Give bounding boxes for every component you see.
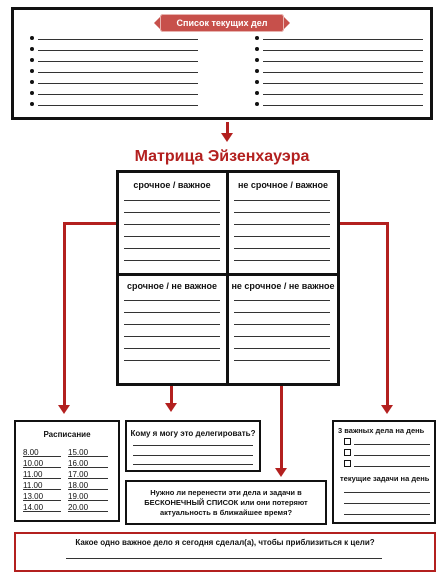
schedule-time-right: 20.00 <box>68 503 89 512</box>
delegate-line-3 <box>133 464 253 465</box>
list-line <box>38 39 198 40</box>
goal-line <box>66 558 382 559</box>
matrix-line <box>234 300 330 301</box>
schedule-time-right: 18.00 <box>68 481 89 490</box>
current-tasks-title: Список текущих дел <box>176 18 268 28</box>
quadrant-label-urgent-important: срочное / важное <box>133 180 211 190</box>
matrix-line <box>124 212 220 213</box>
list-line <box>263 50 423 51</box>
list-line <box>38 105 198 106</box>
matrix-line <box>124 248 220 249</box>
list-bullet <box>30 58 34 62</box>
connector-right-horizontal <box>337 222 389 225</box>
matrix-line <box>124 312 220 313</box>
list-bullet <box>30 36 34 40</box>
schedule-line-right <box>68 456 108 457</box>
schedule-time-right: 16.00 <box>68 459 89 468</box>
matrix-title: Матрица Эйзенхауэра <box>134 148 310 165</box>
matrix-line <box>234 360 330 361</box>
checkbox-1[interactable] <box>344 438 351 445</box>
matrix-line <box>234 212 330 213</box>
list-bullet <box>255 47 259 51</box>
schedule-time-right: 17.00 <box>68 470 89 479</box>
schedule-time-left: 13.00 <box>23 492 44 501</box>
quadrant-label-not-urgent-not-important: не срочное / не важное <box>231 281 335 291</box>
schedule-line-right <box>68 511 108 512</box>
schedule-time-right: 15.00 <box>68 448 89 457</box>
schedule-line-left <box>23 467 61 468</box>
connector-move <box>280 385 283 470</box>
list-line <box>38 61 198 62</box>
current-line-3 <box>344 514 430 515</box>
matrix-line <box>234 200 330 201</box>
important-line-1 <box>354 444 430 445</box>
schedule-line-right <box>68 467 108 468</box>
list-line <box>263 94 423 95</box>
matrix-line <box>234 236 330 237</box>
delegate-line-2 <box>133 455 253 456</box>
arrow-head-left <box>58 405 70 414</box>
delegate-line-1 <box>133 445 253 446</box>
matrix-vertical-divider <box>226 170 229 386</box>
arrow-head-move <box>275 468 287 477</box>
matrix-line <box>124 348 220 349</box>
matrix-line <box>234 312 330 313</box>
list-bullet <box>30 102 34 106</box>
list-bullet <box>30 80 34 84</box>
schedule-time-left: 11.00 <box>23 481 43 490</box>
schedule-time-left: 11.00 <box>23 470 43 479</box>
schedule-line-left <box>23 489 61 490</box>
list-bullet <box>255 80 259 84</box>
schedule-line-right <box>68 489 108 490</box>
list-line <box>263 39 423 40</box>
list-bullet <box>30 91 34 95</box>
important-line-2 <box>354 455 430 456</box>
list-bullet <box>255 69 259 73</box>
list-line <box>38 94 198 95</box>
connector-left-horizontal <box>63 222 118 225</box>
arrow-head-top <box>221 133 233 142</box>
schedule-time-right: 19.00 <box>68 492 89 501</box>
matrix-line <box>234 248 330 249</box>
matrix-line <box>124 300 220 301</box>
goal-question: Какое одно важное дело я сегодня сделал(а), чтобы приблизиться к цели? <box>75 538 375 547</box>
list-line <box>38 83 198 84</box>
schedule-title: Расписание <box>43 430 91 439</box>
matrix-horizontal-divider <box>116 273 340 276</box>
schedule-time-left: 14.00 <box>23 503 44 512</box>
schedule-line-right <box>68 500 108 501</box>
quadrant-label-urgent-not-important: срочное / не важное <box>126 281 218 291</box>
checkbox-3[interactable] <box>344 460 351 467</box>
list-line <box>38 72 198 73</box>
quadrant-label-not-urgent-important: не срочное / важное <box>237 180 329 190</box>
schedule-line-left <box>23 511 61 512</box>
current-tasks-banner <box>160 14 284 32</box>
matrix-line <box>234 336 330 337</box>
list-bullet <box>255 102 259 106</box>
matrix-line <box>234 260 330 261</box>
connector-right-vertical <box>386 222 389 407</box>
list-bullet <box>30 69 34 73</box>
matrix-line <box>124 236 220 237</box>
list-line <box>263 83 423 84</box>
matrix-line <box>234 324 330 325</box>
list-bullet <box>255 36 259 40</box>
matrix-line <box>124 224 220 225</box>
schedule-line-left <box>23 478 61 479</box>
schedule-line-right <box>68 478 108 479</box>
move-question: Нужно ли перенести эти дела и задачи в БЕСКОНЕЧНЫЙ СПИСОК или они потеряют актуальность в ближайшее время? <box>144 488 308 517</box>
list-line <box>38 50 198 51</box>
list-line <box>263 61 423 62</box>
important-line-3 <box>354 466 430 467</box>
list-line <box>263 105 423 106</box>
matrix-line <box>234 348 330 349</box>
current-tasks-label: текущие задачи на день <box>340 474 430 483</box>
list-bullet <box>255 91 259 95</box>
matrix-line <box>124 324 220 325</box>
matrix-line <box>124 360 220 361</box>
schedule-line-left <box>23 500 61 501</box>
list-line <box>263 72 423 73</box>
delegate-question: Кому я могу это делегировать? <box>130 429 256 438</box>
connector-delegate <box>170 385 173 405</box>
matrix-line <box>234 224 330 225</box>
matrix-line <box>124 200 220 201</box>
checkbox-2[interactable] <box>344 449 351 456</box>
current-line-1 <box>344 492 430 493</box>
current-line-2 <box>344 503 430 504</box>
list-bullet <box>255 58 259 62</box>
list-bullet <box>30 47 34 51</box>
connector-left-vertical <box>63 222 66 407</box>
matrix-line <box>124 336 220 337</box>
schedule-time-left: 10.00 <box>23 459 44 468</box>
arrow-head-right <box>381 405 393 414</box>
important-tasks-box <box>332 420 436 524</box>
schedule-time-left: 8.00 <box>23 448 39 457</box>
matrix-line <box>124 260 220 261</box>
important-tasks-title: 3 важных дела на день <box>338 426 425 435</box>
schedule-line-left <box>23 456 61 457</box>
arrow-head-delegate <box>165 403 177 412</box>
